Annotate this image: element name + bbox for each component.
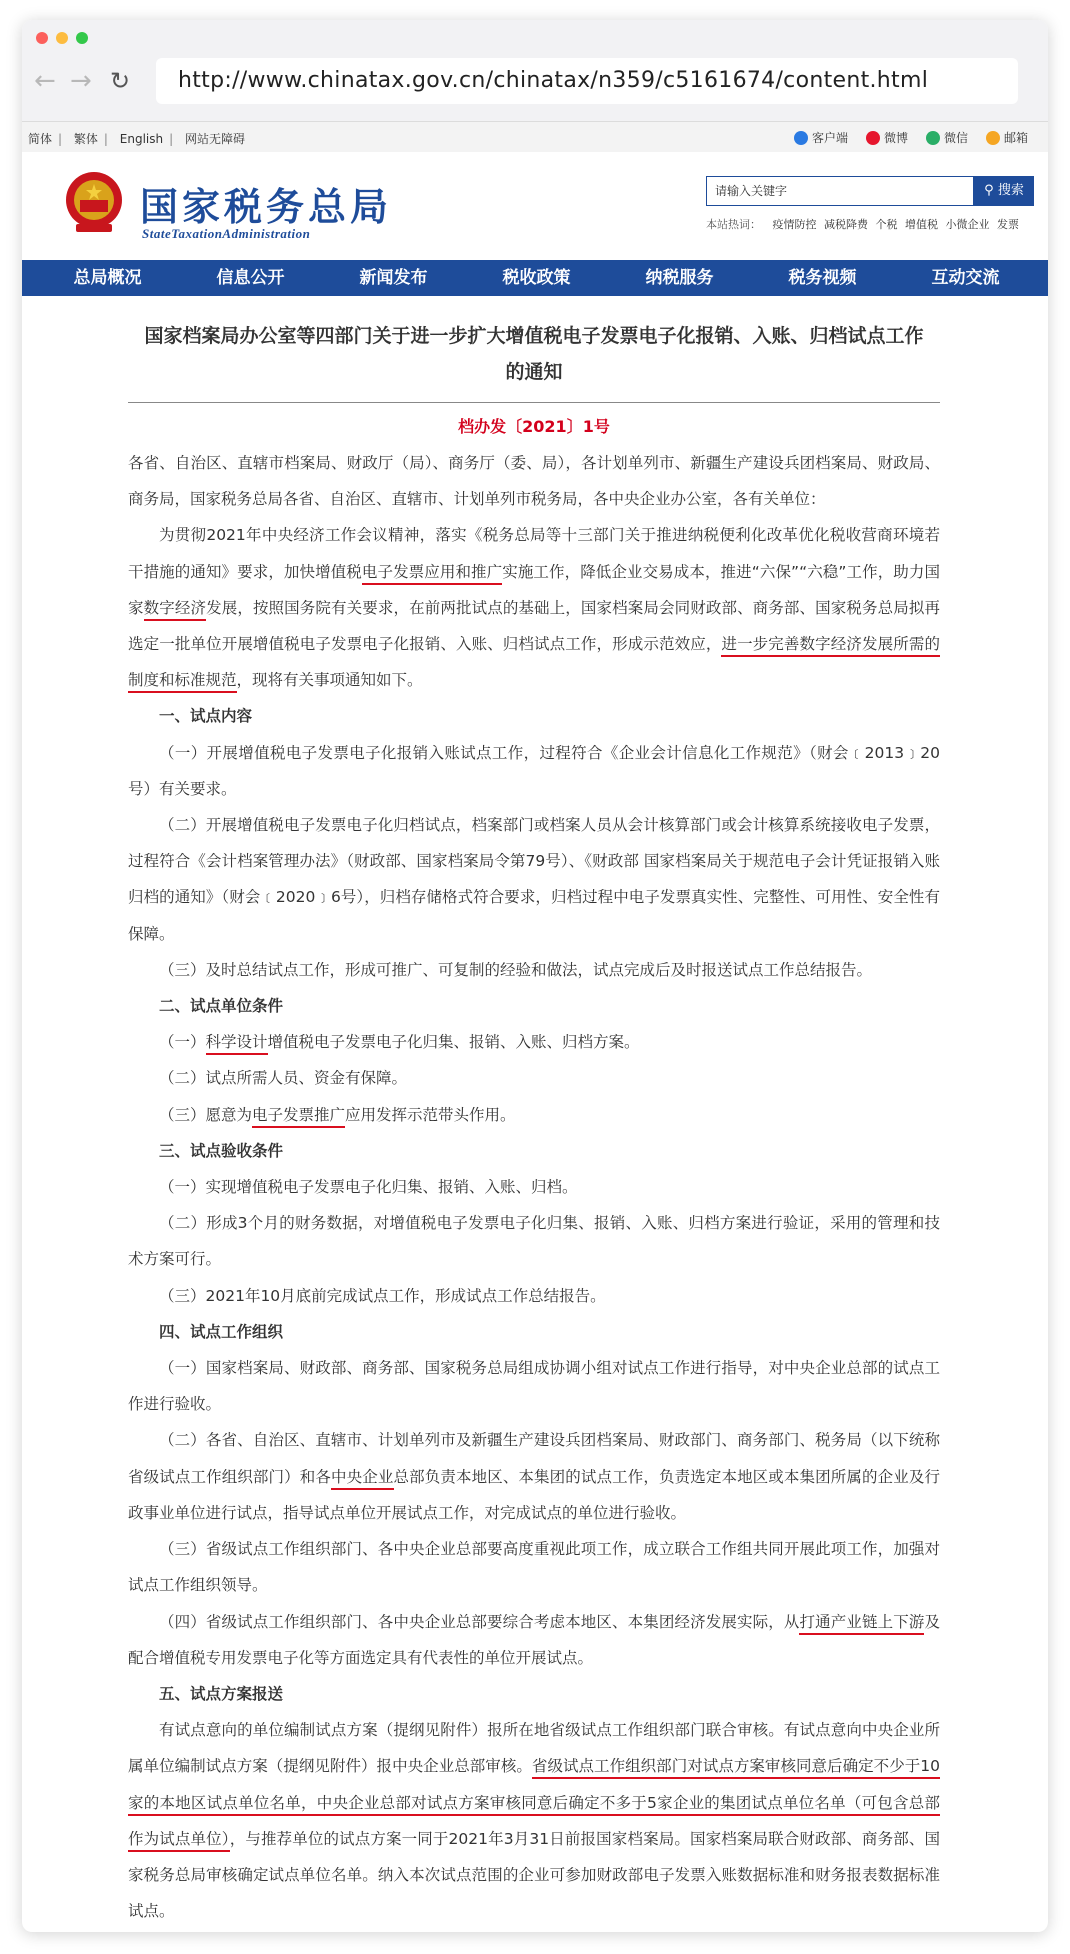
lang-simplified[interactable]: 简体 [28,132,53,146]
back-arrow-icon[interactable]: ← [34,66,56,96]
intro-paragraph [128,517,940,698]
site-topbar [22,122,1048,152]
section-heading: 二、试点单位条件 [159,997,284,1016]
paragraph [128,1604,940,1676]
paragraph: （二）开展增值税电子发票电子化归档试点，档案部门或档案人员从会计核算部门或会计核算系统接收电子发票，过程符合《会计档案管理办法》（财政部、国家档案局令第79号）、《财政部 国家档案局关于规范电子会计凭证报销入账归档的通知》（财会﹝2020﹞6号），归档存储格式符合要求，归档过程中电子发票真实性、完整性、可用性、安全性有保障。 [128,816,940,943]
tool-weibo[interactable] [866,129,908,146]
highlighted-text: 省级试点工作组织部门对试点方案审核同意后确定不少于10家的本地区试点单位名单，中央企业总部对试点方案审核同意后确定不多于5家企业的集团试点单位名单（可包含总部作为试点单位） [128,1757,940,1851]
addressee: 各省、自治区、直辖市档案局、财政厅（局）、商务厅（委、局），各计划单列市、新疆生产建设兵团档案局、财政局、商务局，国家税务总局各省、自治区、直辖市、计划单列市税务局，各中央企业办公室，各有关单位： [128,454,940,509]
lang-traditional[interactable]: 繁体 [73,132,98,146]
accessibility-link[interactable]: 网站无障碍 [185,132,246,146]
main-navigation [22,260,1048,296]
section-heading: 五、试点方案报送 [159,1684,284,1703]
search-button-label: 搜索 [997,183,1024,198]
highlighted-text: 进一步完善数字经济发展所需的制度和标准规范 [128,635,940,693]
text-run: 及配合增值税专用发票电子化等方面选定具有代表性的单位开展试点。 [128,1612,940,1667]
wechat-icon [926,131,940,145]
hot-words [706,216,1023,232]
highlighted-text: 电子发票应用和推广 [362,563,502,585]
text-run: 有试点意向的单位编制试点方案（提纲见附件）报所在地省级试点工作组织部门联合审核。有试点意向中央企业所属单位编制试点方案（提纲见附件）报中央企业总部审核。 [128,1721,940,1776]
maximize-window-button[interactable] [76,32,88,44]
section-heading: 一、试点内容 [159,707,253,726]
highlighted-text: 打通产业链上下游 [799,1613,924,1635]
highlighted-text: 电子发票推广 [252,1106,345,1128]
hot-word[interactable]: 发票 [997,218,1019,231]
paragraph: （三）及时总结试点工作，形成可推广、可复制的经验和做法，试点完成后及时报送试点工作总结报告。 [159,960,873,979]
text-run: 应用发挥示范带头作用。 [345,1105,516,1124]
browser-chrome [22,20,1048,122]
highlighted-text: 中央企业 [331,1468,393,1490]
text-run: 实施工作，降低企业交易成本，推进“六保”“六稳”工作，助力国家 [128,562,940,617]
close-window-button[interactable] [36,32,48,44]
mail-icon [986,131,1000,145]
text-run: 增值税电子发票电子化归集、报销、入账、归档方案。 [267,1033,640,1052]
hot-word[interactable]: 小微企业 [945,218,990,231]
minimize-window-button[interactable] [56,32,68,44]
weibo-icon [866,131,880,145]
site-header [22,152,1048,260]
paragraph: （一）实现增值税电子发票电子化归集、报销、入账、归档。 [159,1178,578,1197]
title-divider [128,402,940,403]
highlighted-text: 科学设计 [206,1033,268,1055]
tool-label: 微博 [883,131,908,145]
browser-window [22,20,1048,1932]
search-button[interactable]: ⚲ 搜索 [974,176,1034,206]
paragraph: （一）开展增值税电子发票电子化报销入账试点工作，过程符合《企业会计信息化工作规范》（财会﹝2013﹞20号）有关要求。 [128,743,940,798]
nav-item[interactable]: 互动交流 [931,268,1000,288]
national-emblem-icon[interactable] [62,170,126,236]
paragraph: （三）省级试点工作组织部门、各中央企业总部要高度重视此项工作，成立联合工作组共同开展此项工作，加强对试点工作组织领导。 [128,1540,940,1595]
article [128,318,940,1929]
paragraph: （二）试点所需人员、资金有保障。 [159,1069,408,1088]
text-run: 总部负责本地区、本集团的试点工作，负责选定本地区或本集团所属的企业及行政事业单位进行试点，指导试点单位开展试点工作，对完成试点的单位进行验收。 [128,1467,940,1522]
nav-item[interactable]: 信息公开 [216,268,285,288]
tool-mobile-client[interactable] [794,129,848,146]
text-run: （二）各省、自治区、直辖市、计划单列市及新疆生产建设兵团档案局、财政部门、商务部门、税务局（以下统称省级试点工作组织部门）和各 [128,1431,940,1486]
section-heading: 三、试点验收条件 [159,1141,284,1160]
lang-english[interactable]: English [119,132,164,146]
text-run: 为贯彻2021年中央经济工作会议精神，落实《税务总局等十三部门关于推进纳税便利化改革优化税收营商环境若干措施的通知》要求，加快增值税 [128,526,940,581]
paragraph: （一）国家档案局、财政部、商务部、国家税务总局组成协调小组对试点工作进行指导，对中央企业总部的试点工作进行验收。 [128,1359,940,1414]
section-heading: 四、试点工作组织 [159,1322,284,1341]
text-run: （四）省级试点工作组织部门、各中央企业总部要综合考虑本地区、本集团经济发展实际，从 [159,1612,800,1631]
text-run: ，与推荐单位的试点方案一同于2021年3月31日前报国家档案局。国家档案局联合财政部、商务部、国家税务总局审核确定试点单位名单。纳入本次试点范围的企业可参加财政部电子发票入账数据标准和财务报表数据标准试点。 [128,1829,940,1921]
site-title[interactable]: 国家税务总局 [140,184,393,229]
mobile-client-icon [794,131,808,145]
article-title: 国家档案局办公室等四部门关于进一步扩大增值税电子发票电子化报销、入账、归档试点工作的通知 [144,325,924,383]
paragraph [128,1712,940,1929]
reload-icon[interactable]: ↻ [110,67,131,95]
nav-item[interactable]: 税务视频 [788,268,857,288]
paragraph: （二）形成3个月的财务数据，对增值税电子发票电子化归集、报销、入账、归档方案进行验证，采用的管理和技术方案可行。 [128,1214,940,1269]
forward-arrow-icon[interactable]: → [70,66,92,96]
search-input[interactable]: 请输入关键字 [706,176,974,206]
language-switcher: 简体 | 繁体 | English | 网站无障碍 [28,132,246,146]
nav-item[interactable]: 纳税服务 [645,268,714,288]
hot-word[interactable]: 个税 [875,218,898,231]
nav-item[interactable]: 总局概况 [73,268,142,288]
text-run: ，现将有关事项通知如下。 [236,671,423,690]
hot-words-label: 本站热词： [706,218,761,231]
highlighted-text: 数字经济 [144,599,206,621]
tool-label: 微信 [943,131,968,145]
text-run: （一） [159,1033,206,1052]
paragraph [128,1024,940,1060]
nav-item[interactable]: 新闻发布 [359,268,428,288]
tool-label: 客户端 [811,131,848,145]
tool-label: 邮箱 [1003,131,1028,145]
nav-item[interactable]: 税收政策 [502,268,571,288]
tool-wechat[interactable] [926,129,968,146]
hot-word[interactable]: 疫情防控 [772,218,817,231]
text-run: 发展，按照国务院有关要求，在前两批试点的基础上，国家档案局会同财政部、商务部、国家税务总局拟再选定一批单位开展增值税电子发票电子化报销、入账、归档试点工作，形成示范效应， [128,598,940,654]
paragraph [128,1097,940,1133]
tool-mail[interactable] [986,129,1028,146]
text-run: （三）愿意为 [159,1105,253,1124]
site-title-english: StateTaxationAdministration [142,226,311,241]
address-bar[interactable]: http://www.chinatax.gov.cn/chinatax/n359/c5161674/content.html [156,58,1018,104]
hot-word[interactable]: 增值税 [905,218,938,231]
document-number: 档办发〔2021〕1号 [458,417,610,436]
paragraph: （三）2021年10月底前完成试点工作，形成试点工作总结报告。 [159,1286,606,1305]
site-tools [794,129,1028,146]
hot-word[interactable]: 减税降费 [824,218,868,231]
paragraph [128,1422,940,1531]
